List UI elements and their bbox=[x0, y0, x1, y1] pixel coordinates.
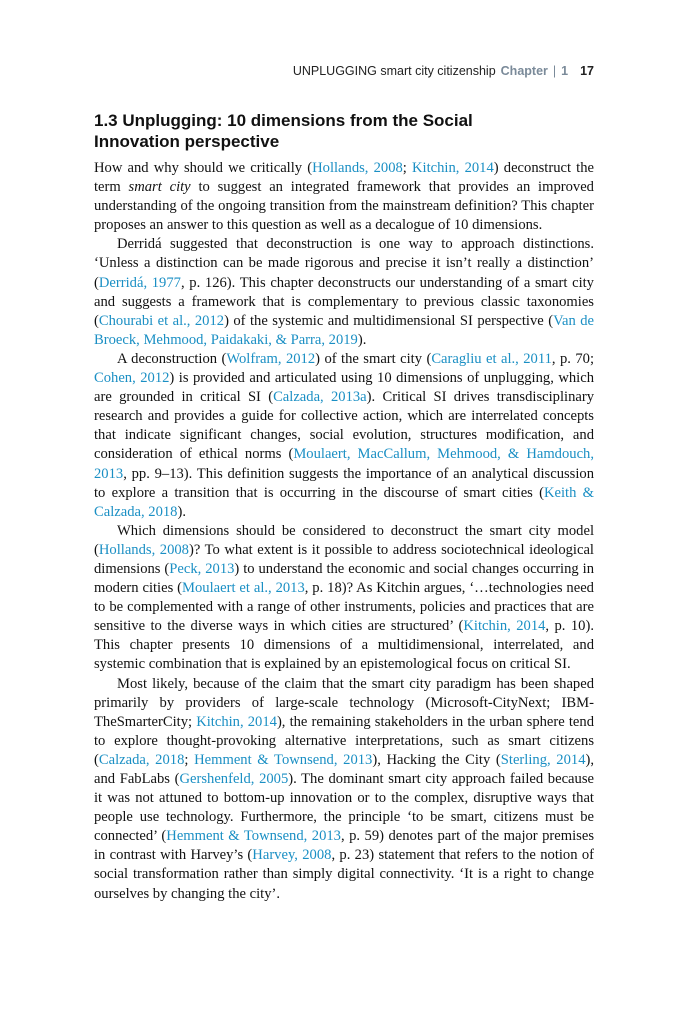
citation-link[interactable]: Moulaert, MacCallum, Mehmood, & Hamdouch, 2013 bbox=[94, 446, 594, 482]
text-run: ), the remaining stakeholders in the urban sphere tend to explore thought-provoking alternative interpretations, such as smart citizens ( bbox=[94, 713, 594, 768]
text-run: )? To what extent is it possible to address sociotechnical ideological dimensions ( bbox=[94, 541, 594, 577]
text-run: Which dimensions should be considered to deconstruct the smart city model ( bbox=[94, 522, 594, 558]
text-run: ). The dominant smart city approach failed because it was not attuned to bottom-up innovation or to the complex, disruptive ways that people use technology. Furthermore, the principle ‘to be smart, citizens must be connected’ ( bbox=[94, 771, 594, 845]
text-run: , pp. 9–13). This definition suggests the importance of an analytical discussion to explore a transition that is occurring in the discourse of smart cities ( bbox=[94, 465, 594, 501]
text-run: Most likely, because of the claim that the smart city paradigm has been shaped primarily by providers of large-scale technology (Microsoft-CityNext; IBM-TheSmarterCity; bbox=[94, 675, 594, 730]
text-run: , p. 10). This chapter presents 10 dimensions of a multidimensional, interrelated, and systemic combination that is explained by an epistemological focus on critical SI. bbox=[94, 618, 594, 673]
citation-link[interactable]: Kitchin, 2014 bbox=[196, 713, 277, 730]
citation-link[interactable]: Peck, 2013 bbox=[169, 560, 235, 577]
text-run: ) deconstruct the term bbox=[94, 160, 595, 196]
citation-link[interactable]: Wolfram, 2012 bbox=[226, 350, 316, 367]
text-run: ). bbox=[357, 331, 367, 348]
italic-term: smart city bbox=[128, 179, 191, 196]
text-run: ), Hacking the City ( bbox=[372, 751, 501, 768]
citation-link[interactable]: Gershenfeld, 2005 bbox=[179, 771, 289, 787]
text-run: ) of the systemic and multidimensional SI perspective ( bbox=[224, 312, 554, 329]
citation-link[interactable]: Hollands, 2008 bbox=[98, 541, 189, 558]
text-run: ) to understand the economic and social changes occurring in modern cities ( bbox=[94, 560, 594, 597]
citation-link[interactable]: Caragliu et al., 2011 bbox=[431, 350, 552, 367]
text-run: Derridá suggested that deconstruction is one way to approach distinctions. ‘Unless a distinction can be made rigorous and precise it isn’t really a distinction’ ( bbox=[94, 236, 594, 291]
citation-link[interactable]: Hollands, 2008 bbox=[312, 160, 403, 176]
text-run: ; bbox=[402, 160, 412, 176]
text-run: ). bbox=[177, 503, 186, 520]
running-head bbox=[293, 64, 594, 78]
text-run: to suggest an integrated framework that provides an improved understanding of the ongoing transition from the mainstream definition? This chapter proposes an answer to this question as well as a decalogue of 10 dimensions. bbox=[94, 179, 594, 234]
citation-link[interactable]: Kitchin, 2014 bbox=[463, 618, 546, 635]
citation-link[interactable]: Van de Broeck, Mehmood, Paidakaki, & Parra, 2019 bbox=[94, 312, 594, 348]
citation-link[interactable]: Harvey, 2008 bbox=[252, 847, 332, 864]
citation-link[interactable]: Moulaert et al., 2013 bbox=[182, 580, 305, 597]
running-head-chapter-number: 1 bbox=[561, 64, 569, 78]
paragraph-3 bbox=[94, 350, 594, 522]
text-run: , p. 23) statement that refers to the notion of social transformation rather than simply digital connectivity. ‘It is a right to change ourselves by changing the city’. bbox=[94, 847, 594, 902]
paragraph-4 bbox=[94, 522, 594, 675]
citation-link[interactable]: Calzada, 2013a bbox=[273, 389, 367, 406]
citation-link[interactable]: Derridá, 1977 bbox=[98, 274, 181, 291]
citation-link[interactable]: Sterling, 2014 bbox=[500, 751, 586, 768]
section-heading: 1.3 Unplugging: 10 dimensions from the Social Innovation perspective bbox=[94, 111, 473, 151]
paragraph-2 bbox=[94, 235, 594, 350]
text-run: ) is provided and articulated using 10 dimensions of unplugging, which are grounded in critical SI ( bbox=[94, 370, 594, 406]
text-run: ). Critical SI drives transdisciplinary research and provides a guide for collective action, which are interrelated concepts that indicate significant changes, social evolution, structures modification, and consideration of ethical norms ( bbox=[94, 389, 594, 463]
citation-link[interactable]: Kitchin, 2014 bbox=[412, 160, 494, 176]
citation-link[interactable]: Calzada, 2018 bbox=[98, 751, 185, 768]
body-text bbox=[94, 159, 594, 904]
citation-link[interactable]: Hemment & Townsend, 2013 bbox=[166, 828, 341, 845]
running-head-title: UNPLUGGING smart city citizenship bbox=[292, 64, 496, 78]
paragraph-5 bbox=[94, 675, 594, 904]
text-run: , p. 70; bbox=[551, 350, 594, 367]
text-run: ; bbox=[184, 751, 195, 768]
text-run: ), and FabLabs ( bbox=[94, 751, 595, 787]
text-run: , p. 18)? As Kitchin argues, ‘…technologies need to be complemented with a range of other instruments, policies and practices that are sensitive to the diverse ways in which cities are structured’ ( bbox=[94, 580, 594, 635]
text-run: A deconstruction ( bbox=[117, 350, 227, 367]
citation-link[interactable]: Cohen, 2012 bbox=[94, 370, 170, 387]
text-run: , p. 59) denotes part of the major premises in contrast with Harvey’s ( bbox=[94, 828, 595, 864]
citation-link[interactable]: Hemment & Townsend, 2013 bbox=[194, 751, 373, 768]
citation-link[interactable]: Chourabi et al., 2012 bbox=[98, 312, 225, 329]
running-head-chapter-label: Chapter bbox=[500, 64, 548, 78]
text-run: , p. 126). This chapter deconstructs our understanding of a smart city and suggests a framework that is complementary to previous classic taxonomies ( bbox=[94, 274, 594, 329]
paragraph-1 bbox=[94, 159, 594, 235]
text-run: ) of the smart city ( bbox=[315, 350, 432, 367]
citation-link[interactable]: Keith & Calzada, 2018 bbox=[94, 484, 594, 520]
page-number: 17 bbox=[580, 64, 594, 78]
running-head-separator: | bbox=[552, 64, 557, 78]
text-run: How and why should we critically ( bbox=[94, 160, 313, 176]
